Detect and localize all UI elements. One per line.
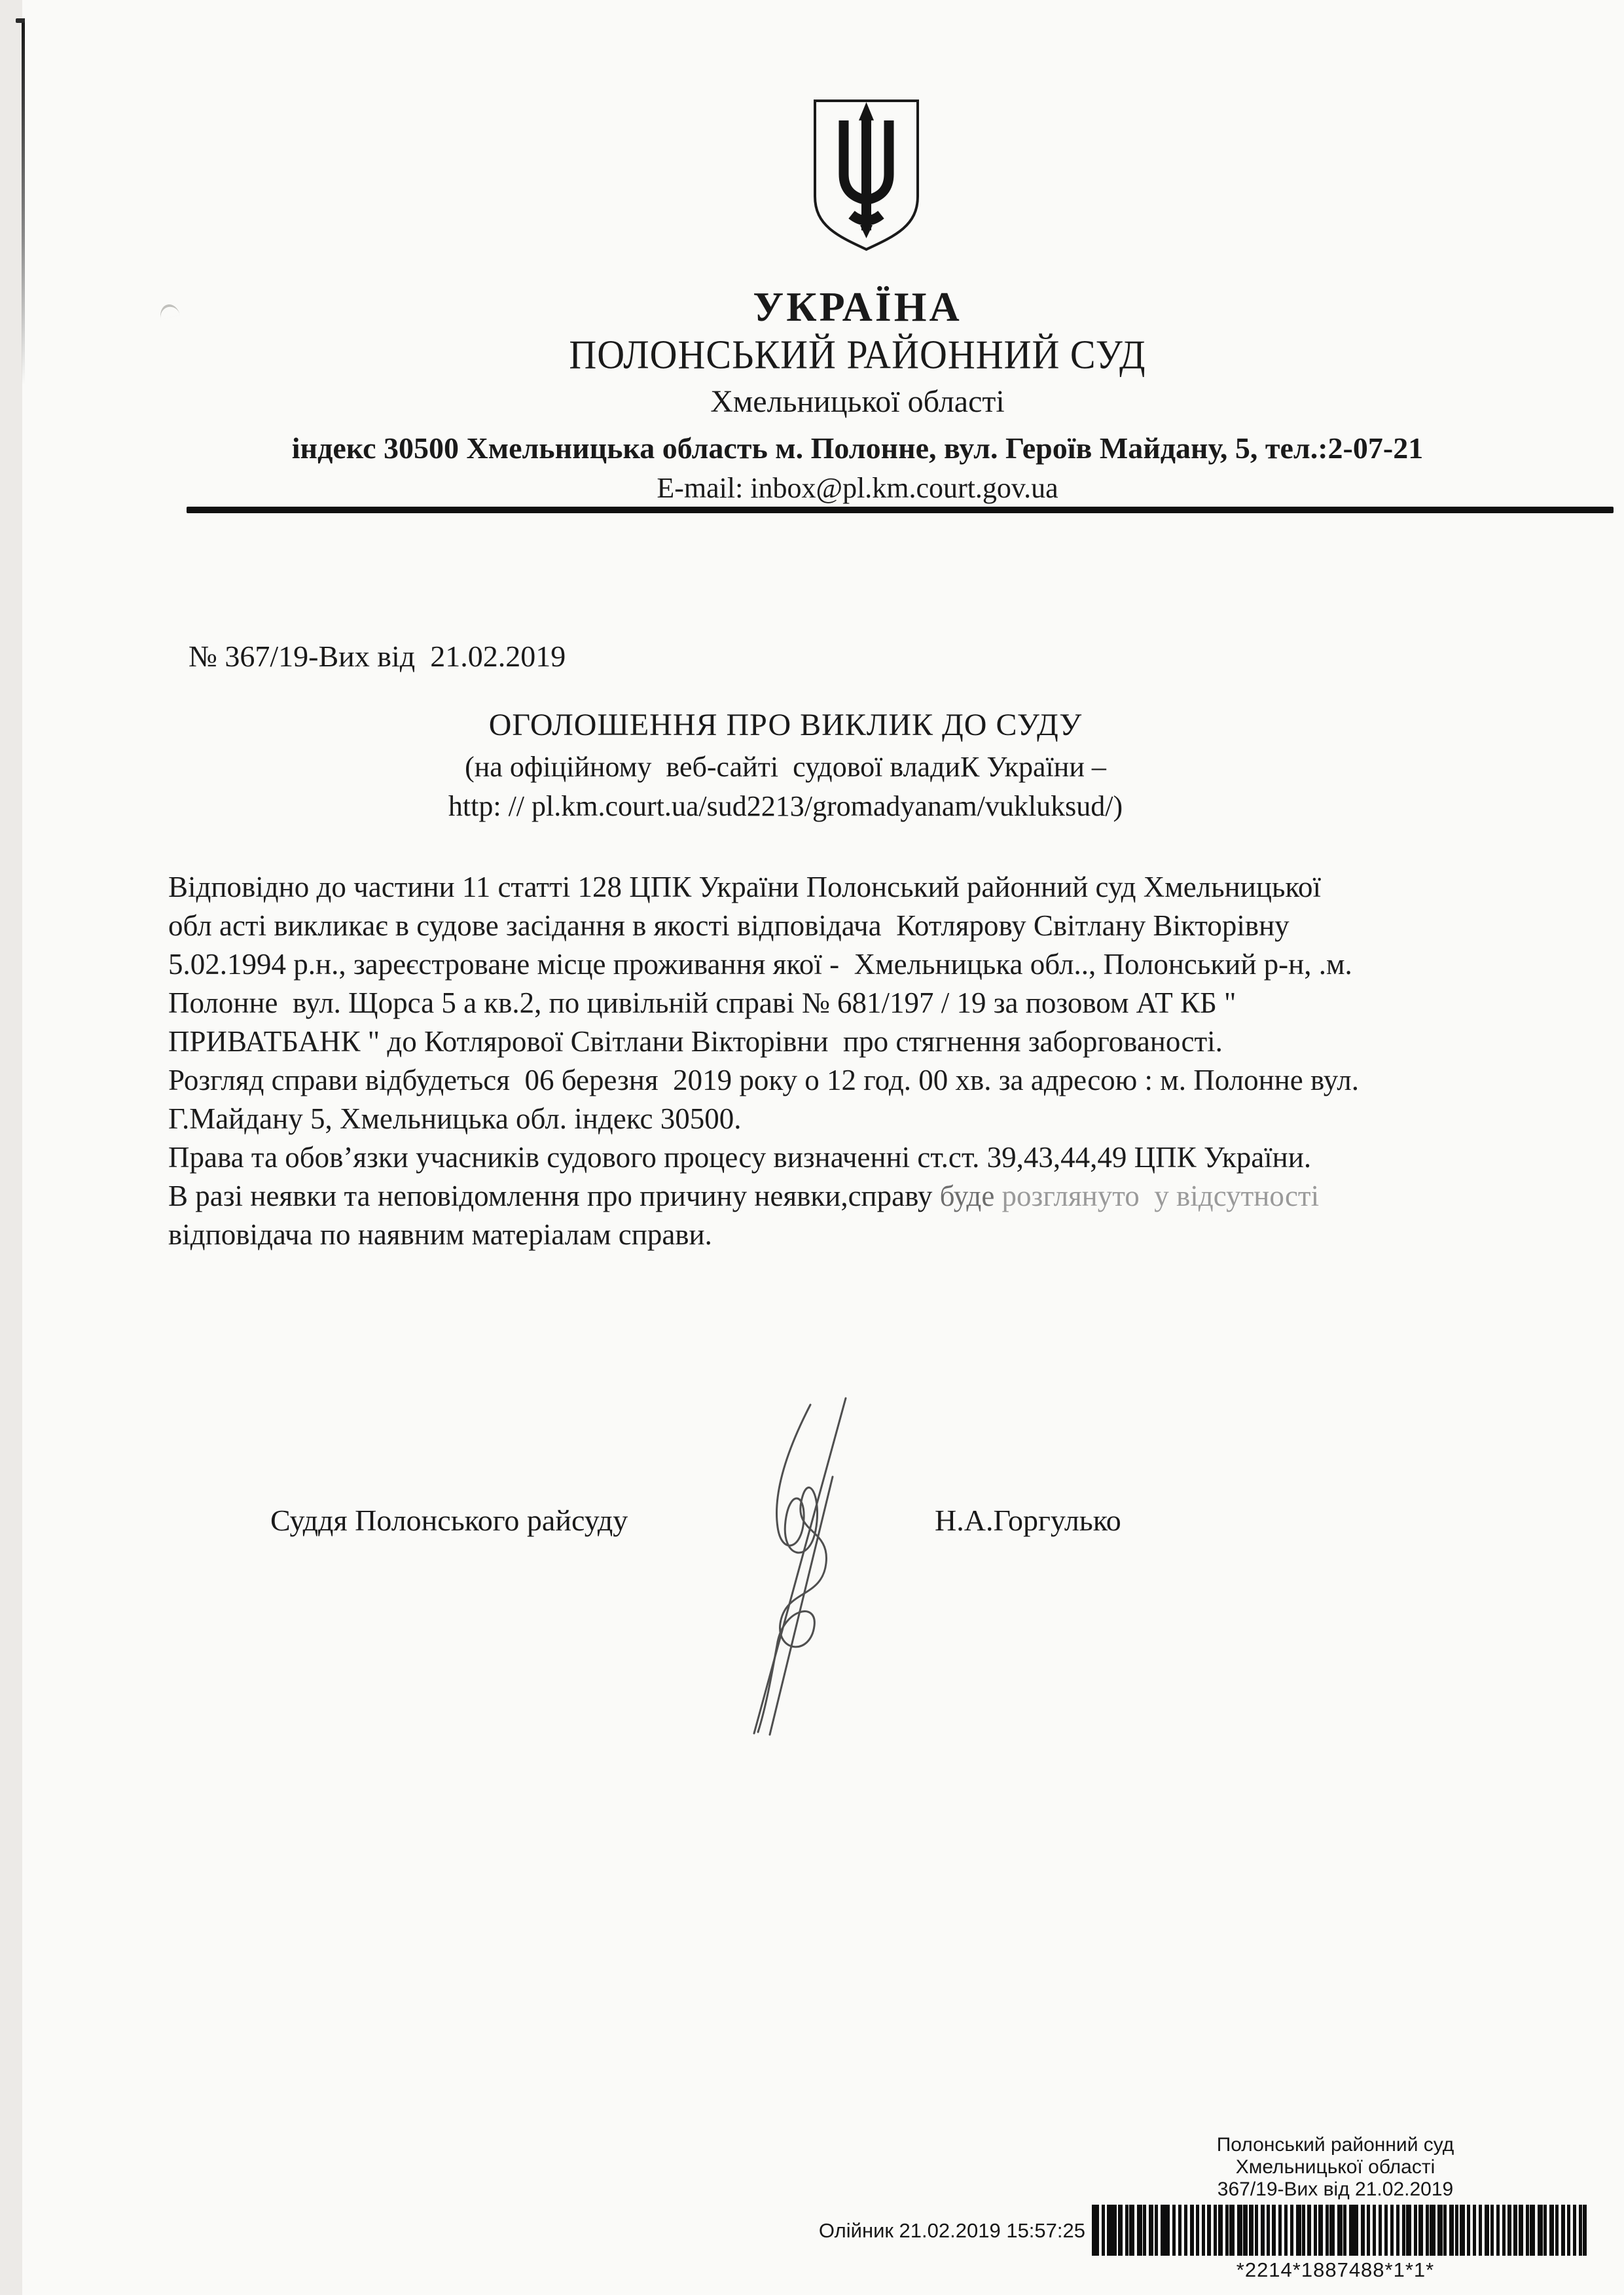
footer-region: Хмельницької області: [1235, 2156, 1435, 2178]
header-country: УКРАЇНА: [753, 283, 962, 330]
body-line: відповідача по наявним матеріалам справи.: [168, 1218, 712, 1251]
body-line: обл асті викликає в судове засідання в якості відповідача Котлярову Світлану Вікторівну: [168, 909, 1290, 942]
judge-title-label: Суддя Полонського райсуду: [270, 1504, 628, 1537]
body-paragraph: [168, 868, 1359, 1254]
header-court-name: ПОЛОНСЬКИЙ РАЙОННИЙ СУД: [569, 331, 1146, 378]
body-line: Полонне вул. Щорса 5 а кв.2, по цивільній справі № 681/197 / 19 за позовом АТ КБ ": [168, 986, 1236, 1019]
header-address: індекс 30500 Хмельницька область м. Полонне, вул. Героїв Майдану, 5, тел.:2-07-21: [291, 431, 1424, 465]
outgoing-number-line: № 367/19-Вих від 21.02.2019: [189, 640, 566, 673]
judge-name: Н.А.Горгулько: [935, 1504, 1121, 1537]
footer-court-name: Полонський районний суд: [1216, 2134, 1454, 2156]
body-line-dark-part: В разі неявки та неповідомлення про причину неявки,справу: [168, 1180, 940, 1212]
body-line: Г.Майдану 5, Хмельницька обл. індекс 30500.: [168, 1102, 742, 1135]
barcode-text: *2214*1887488*1*1*: [1236, 2258, 1435, 2281]
footer-doc-reference: 367/19-Вих від 21.02.2019: [1217, 2178, 1454, 2200]
body-line: Розгляд справи відбудеться 06 березня 2019 року о 12 год. 00 хв. за адресою : м. Полонне вул.: [168, 1064, 1359, 1096]
ukraine-trident-emblem-icon: [810, 97, 923, 254]
body-line: Права та обов’язки учасників судового процесу визначенні ст.ст. 39,43,44,49 ЦПК України.: [168, 1141, 1312, 1174]
registration-barcode: [1092, 2205, 1587, 2256]
header-region: Хмельницької області: [710, 384, 1005, 419]
body-line-mid-faded-part: буде: [939, 1180, 1002, 1212]
header-divider-rule: [187, 507, 1614, 513]
header-email: E-mail: inbox@pl.km.court.gov.ua: [657, 472, 1058, 504]
body-line: ПРИВАТБАНК " до Котлярової Світлани Вікторівни про стягнення заборгованості.: [168, 1025, 1223, 1058]
body-line: 5.02.1994 р.н., зареєстроване місце проживання якої - Хмельницька обл.., Полонський р-н, .м.: [168, 948, 1352, 981]
clerk-timestamp: Олійник 21.02.2019 15:57:25: [818, 2219, 1085, 2242]
scanner-edge-strip: [0, 0, 22, 2295]
body-line: Відповідно до частини 11 статті 128 ЦПК України Полонський районний суд Хмельницької: [168, 871, 1321, 903]
scanner-edge-mark: [16, 18, 25, 23]
announcement-title: ОГОЛОШЕННЯ ПРО ВИКЛИК ДО СУДУ: [488, 708, 1083, 742]
judge-signature: [674, 1393, 890, 1746]
body-line-faded: [168, 1177, 1359, 1216]
announcement-url-line: http: // pl.km.court.ua/sud2213/gromadyanam/vukluksud/): [448, 790, 1123, 822]
announcement-subtitle: (на офіційному веб-сайті судової владиК України –: [465, 751, 1106, 783]
scanner-edge-line: [22, 18, 25, 385]
body-line-light-faded-part: розглянуто у відсутності: [1001, 1180, 1320, 1212]
